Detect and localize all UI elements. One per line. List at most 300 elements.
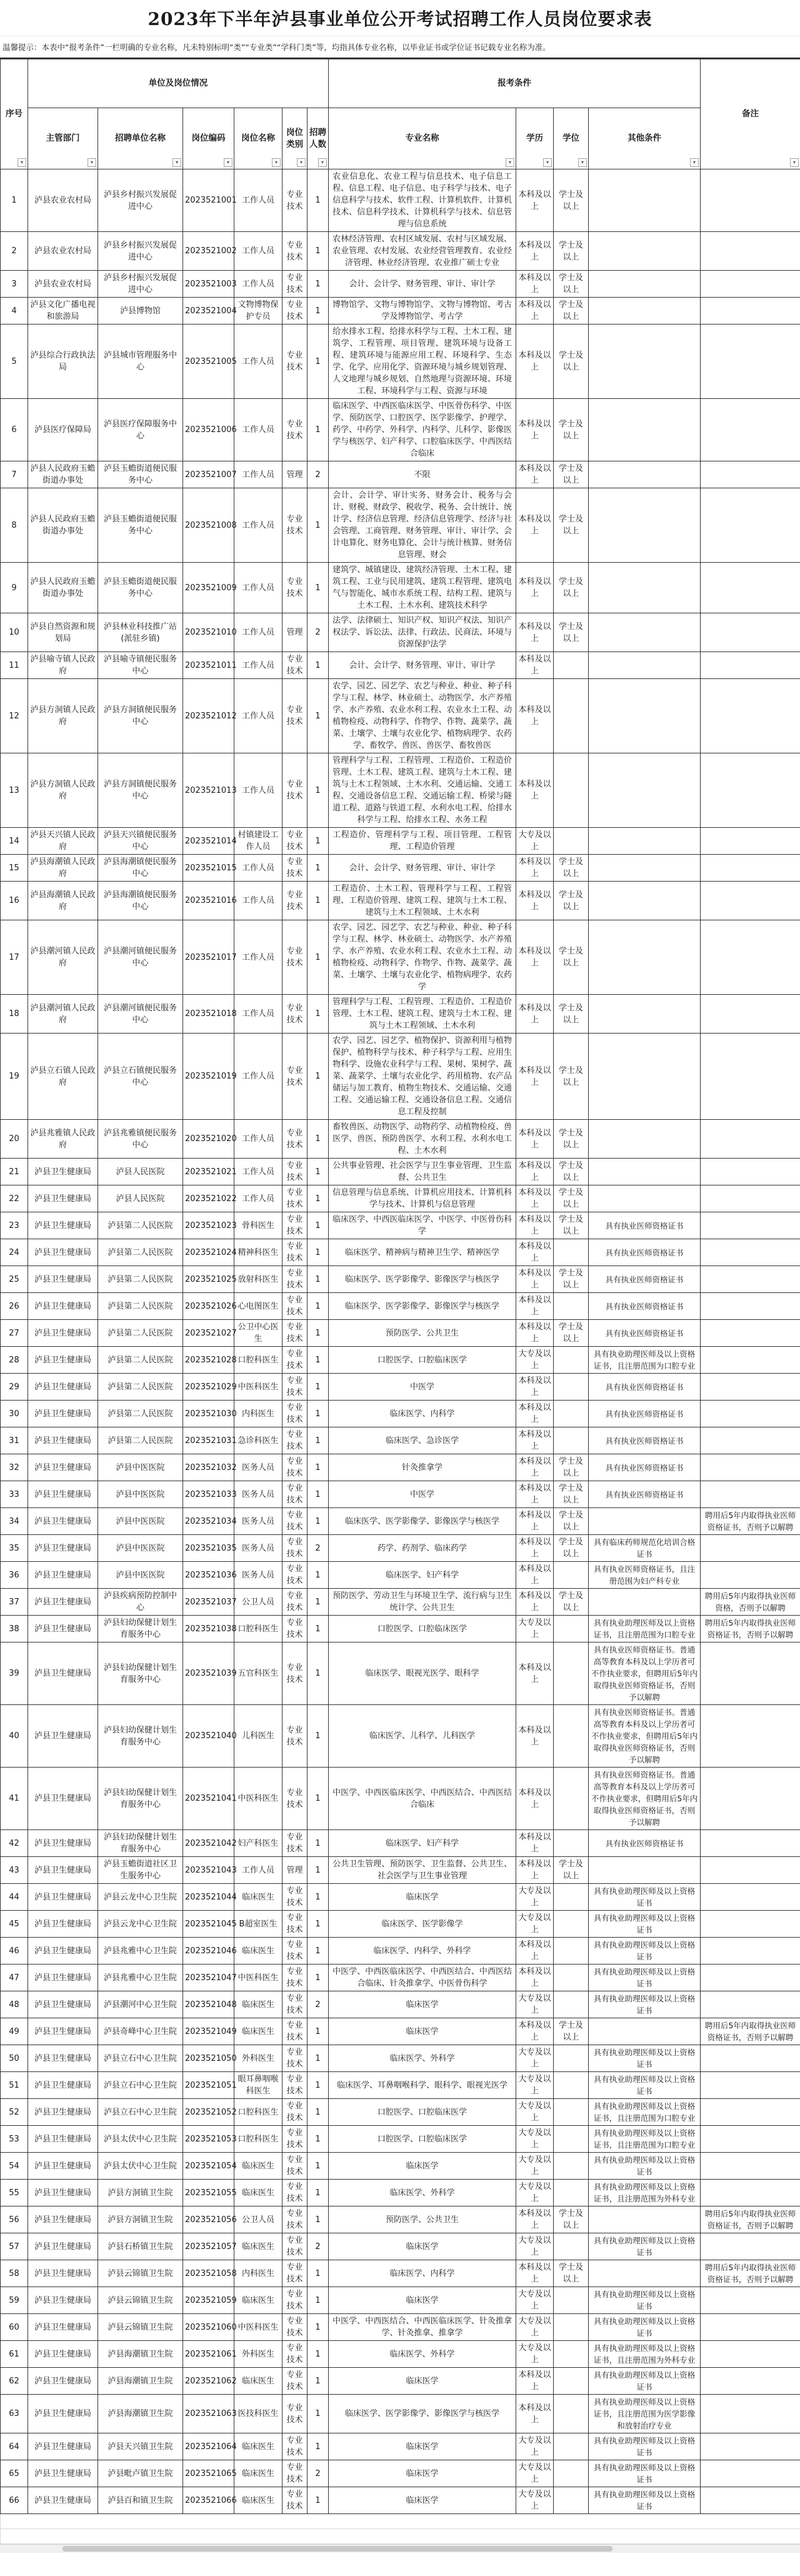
cell-degree[interactable]: 学士及以上 — [554, 488, 589, 563]
cell-unit[interactable]: 泸县天兴镇便民服务中心 — [98, 828, 183, 855]
empty-cell[interactable] — [1, 2514, 800, 2529]
cell-degree[interactable] — [554, 1616, 589, 1643]
cell-seq[interactable]: 25 — [1, 1266, 28, 1293]
cell-seq[interactable]: 22 — [1, 1185, 28, 1212]
cell-remark[interactable]: 聘用后5年内取得执业医师资格证书，否则予以解聘 — [701, 1508, 800, 1535]
cell-unit[interactable]: 泸县方洞镇卫生院 — [98, 2206, 183, 2233]
cell-majors[interactable]: 临床医学 — [329, 2487, 516, 2514]
cell-count[interactable]: 1 — [308, 169, 329, 232]
cell-count[interactable]: 1 — [308, 1884, 329, 1911]
cell-majors[interactable]: 信息管理与信息系统、计算机应用技术、计算机科学与技术、计算机与信息管理 — [329, 1185, 516, 1212]
cell-edu[interactable]: 本科及以上 — [516, 1120, 554, 1159]
cell-edu[interactable]: 本科及以上 — [516, 882, 554, 920]
cell-post[interactable]: 精神科医生 — [234, 1239, 282, 1266]
cell-edu[interactable]: 大专及以上 — [516, 1884, 554, 1911]
cell-count[interactable]: 2 — [308, 2460, 329, 2487]
cell-code[interactable]: 2023521036 — [183, 1562, 234, 1589]
cell-other[interactable] — [589, 995, 701, 1034]
cell-type[interactable]: 专业技术 — [282, 855, 308, 882]
cell-code[interactable]: 2023521012 — [183, 679, 234, 753]
cell-edu[interactable]: 本科及以上 — [516, 1965, 554, 1991]
cell-unit[interactable]: 泸县人民医院 — [98, 1159, 183, 1185]
cell-seq[interactable]: 21 — [1, 1159, 28, 1185]
cell-type[interactable]: 专业技术 — [282, 2153, 308, 2180]
cell-post[interactable]: 儿科医生 — [234, 1705, 282, 1768]
cell-degree[interactable]: 学士及以上 — [554, 2260, 589, 2287]
cell-code[interactable]: 2023521016 — [183, 882, 234, 920]
cell-count[interactable]: 2 — [308, 613, 329, 652]
cell-remark[interactable] — [701, 2072, 800, 2099]
cell-count[interactable]: 1 — [308, 2126, 329, 2153]
cell-remark[interactable] — [701, 2287, 800, 2314]
cell-code[interactable]: 2023521057 — [183, 2233, 234, 2260]
cell-majors[interactable]: 临床医学、耳鼻咽喉科学、眼科学、眼视光医学 — [329, 2072, 516, 2099]
cell-unit[interactable]: 泸县太伏中心卫生院 — [98, 2126, 183, 2153]
cell-unit[interactable]: 泸县潮河镇便民服务中心 — [98, 920, 183, 995]
cell-unit[interactable]: 泸县天兴镇卫生院 — [98, 2433, 183, 2460]
cell-edu[interactable]: 本科及以上 — [516, 1705, 554, 1768]
cell-remark[interactable] — [701, 2314, 800, 2341]
cell-type[interactable]: 专业技术 — [282, 2018, 308, 2045]
cell-remark[interactable] — [701, 298, 800, 325]
cell-unit[interactable]: 泸县奇峰中心卫生院 — [98, 2018, 183, 2045]
cell-seq[interactable]: 4 — [1, 298, 28, 325]
cell-post[interactable]: 工作人员 — [234, 1185, 282, 1212]
cell-unit[interactable]: 泸县玉蟾街道便民服务中心 — [98, 488, 183, 563]
cell-post[interactable]: 临床医生 — [234, 2153, 282, 2180]
cell-code[interactable]: 2023521050 — [183, 2045, 234, 2072]
cell-remark[interactable] — [701, 1454, 800, 1481]
cell-post[interactable]: 医务人员 — [234, 1454, 282, 1481]
cell-seq[interactable]: 17 — [1, 920, 28, 995]
cell-post[interactable]: 工作人员 — [234, 995, 282, 1034]
cell-dept[interactable]: 泸县卫生健康局 — [28, 1159, 98, 1185]
cell-dept[interactable]: 泸县卫生健康局 — [28, 1535, 98, 1562]
cell-edu[interactable]: 本科及以上 — [516, 1374, 554, 1401]
cell-type[interactable]: 专业技术 — [282, 2287, 308, 2314]
cell-dept[interactable]: 泸县卫生健康局 — [28, 1562, 98, 1589]
cell-remark[interactable]: 聘用后5年内取得执业医师资格证书，否则予以解聘 — [701, 2018, 800, 2045]
cell-edu[interactable]: 本科及以上 — [516, 995, 554, 1034]
cell-seq[interactable]: 38 — [1, 1616, 28, 1643]
cell-code[interactable]: 2023521037 — [183, 1589, 234, 1616]
cell-dept[interactable]: 泸县卫生健康局 — [28, 1857, 98, 1884]
cell-dept[interactable]: 泸县人民政府玉蟾街道办事处 — [28, 563, 98, 613]
cell-code[interactable]: 2023521022 — [183, 1185, 234, 1212]
cell-degree[interactable] — [554, 2287, 589, 2314]
cell-type[interactable]: 专业技术 — [282, 2072, 308, 2099]
cell-code[interactable]: 2023521058 — [183, 2260, 234, 2287]
cell-post[interactable]: 口腔科医生 — [234, 2126, 282, 2153]
cell-unit[interactable]: 泸县立石中心卫生院 — [98, 2099, 183, 2126]
cell-count[interactable]: 1 — [308, 1320, 329, 1347]
cell-code[interactable]: 2023521054 — [183, 2153, 234, 2180]
cell-seq[interactable]: 45 — [1, 1911, 28, 1938]
cell-remark[interactable] — [701, 2233, 800, 2260]
cell-majors[interactable]: 针灸推拿学 — [329, 1454, 516, 1481]
cell-dept[interactable]: 泸县卫生健康局 — [28, 2126, 98, 2153]
cell-degree[interactable]: 学士及以上 — [554, 563, 589, 613]
cell-post[interactable]: 工作人员 — [234, 232, 282, 271]
cell-degree[interactable] — [554, 2045, 589, 2072]
cell-degree[interactable]: 学士及以上 — [554, 855, 589, 882]
cell-post[interactable]: 工作人员 — [234, 1034, 282, 1120]
cell-seq[interactable]: 55 — [1, 2180, 28, 2206]
cell-remark[interactable] — [701, 1991, 800, 2018]
cell-seq[interactable]: 56 — [1, 2206, 28, 2233]
cell-edu[interactable]: 大专及以上 — [516, 2314, 554, 2341]
cell-unit[interactable]: 泸县妇幼保健计划生育服务中心 — [98, 1830, 183, 1857]
cell-seq[interactable]: 61 — [1, 2341, 28, 2368]
cell-edu[interactable]: 大专及以上 — [516, 2287, 554, 2314]
cell-degree[interactable] — [554, 2341, 589, 2368]
cell-remark[interactable] — [701, 399, 800, 461]
cell-majors[interactable]: 会计、会计学、财务管理、审计、审计学 — [329, 855, 516, 882]
cell-seq[interactable]: 19 — [1, 1034, 28, 1120]
cell-seq[interactable]: 63 — [1, 2395, 28, 2433]
cell-majors[interactable]: 临床医学、内科学 — [329, 1401, 516, 1427]
cell-dept[interactable]: 泸县卫生健康局 — [28, 1293, 98, 1320]
cell-type[interactable]: 专业技术 — [282, 2260, 308, 2287]
cell-edu[interactable]: 大专及以上 — [516, 1911, 554, 1938]
cell-other[interactable]: 具有执业医师资格证书 — [589, 1212, 701, 1239]
cell-majors[interactable]: 农林经济管理、农村区域发展、农村与区域发展、农业管理、农村发展、农业经营管理教育、农业经济管理、林业经济管理、农业推广硕士专业 — [329, 232, 516, 271]
cell-type[interactable]: 专业技术 — [282, 1884, 308, 1911]
cell-code[interactable]: 2023521007 — [183, 461, 234, 488]
cell-remark[interactable] — [701, 1911, 800, 1938]
cell-unit[interactable]: 泸县云锦镇卫生院 — [98, 2287, 183, 2314]
cell-other[interactable]: 具有执业医师资格证书 — [589, 1427, 701, 1454]
cell-code[interactable]: 2023521065 — [183, 2460, 234, 2487]
cell-edu[interactable]: 大专及以上 — [516, 2153, 554, 2180]
cell-unit[interactable]: 泸县疾病预防控制中心 — [98, 1589, 183, 1616]
cell-edu[interactable]: 本科及以上 — [516, 1562, 554, 1589]
cell-unit[interactable]: 泸县博物馆 — [98, 298, 183, 325]
cell-majors[interactable]: 工程造价、土木工程、管理科学与工程、工程管理、工程造价管理、建筑工程、建筑与土木工程、建筑与土木工程领域、土木水利 — [329, 882, 516, 920]
cell-code[interactable]: 2023521040 — [183, 1705, 234, 1768]
cell-count[interactable]: 1 — [308, 1643, 329, 1705]
cell-seq[interactable]: 54 — [1, 2153, 28, 2180]
cell-degree[interactable] — [554, 679, 589, 753]
cell-degree[interactable]: 学士及以上 — [554, 1589, 589, 1616]
cell-post[interactable]: 工作人员 — [234, 461, 282, 488]
cell-code[interactable]: 2023521038 — [183, 1616, 234, 1643]
cell-other[interactable]: 具有执业助理医师及以上资格证书，且注册范围为口腔专业 — [589, 2099, 701, 2126]
cell-dept[interactable]: 泸县卫生健康局 — [28, 2180, 98, 2206]
cell-degree[interactable]: 学士及以上 — [554, 1508, 589, 1535]
cell-seq[interactable]: 18 — [1, 995, 28, 1034]
cell-edu[interactable]: 本科及以上 — [516, 1401, 554, 1427]
cell-seq[interactable]: 13 — [1, 753, 28, 828]
cell-type[interactable]: 专业技术 — [282, 2460, 308, 2487]
cell-post[interactable]: 口腔科医生 — [234, 1616, 282, 1643]
cell-edu[interactable]: 本科及以上 — [516, 399, 554, 461]
cell-unit[interactable]: 泸县方洞镇便民服务中心 — [98, 753, 183, 828]
cell-type[interactable]: 专业技术 — [282, 271, 308, 298]
cell-remark[interactable] — [701, 563, 800, 613]
cell-remark[interactable] — [701, 2153, 800, 2180]
cell-unit[interactable]: 泸县第二人民医院 — [98, 1293, 183, 1320]
cell-count[interactable]: 1 — [308, 2072, 329, 2099]
cell-other[interactable] — [589, 169, 701, 232]
cell-count[interactable]: 1 — [308, 855, 329, 882]
cell-code[interactable]: 2023521030 — [183, 1401, 234, 1427]
cell-post[interactable]: 心电图医生 — [234, 1293, 282, 1320]
cell-type[interactable]: 专业技术 — [282, 753, 308, 828]
cell-remark[interactable] — [701, 2180, 800, 2206]
cell-post[interactable]: 内科医生 — [234, 1401, 282, 1427]
cell-majors[interactable]: 预防医学、公共卫生 — [329, 2206, 516, 2233]
cell-count[interactable]: 1 — [308, 1185, 329, 1212]
cell-degree[interactable] — [554, 828, 589, 855]
cell-edu[interactable]: 大专及以上 — [516, 2487, 554, 2514]
cell-type[interactable]: 专业技术 — [282, 1508, 308, 1535]
cell-post[interactable]: 临床医生 — [234, 2233, 282, 2260]
cell-degree[interactable] — [554, 2460, 589, 2487]
cell-degree[interactable] — [554, 1830, 589, 1857]
cell-post[interactable]: 工作人员 — [234, 855, 282, 882]
cell-majors[interactable]: 会计、会计学、财务管理、审计、审计学 — [329, 652, 516, 679]
cell-code[interactable]: 2023521023 — [183, 1212, 234, 1239]
cell-type[interactable]: 专业技术 — [282, 1034, 308, 1120]
cell-code[interactable]: 2023521059 — [183, 2287, 234, 2314]
cell-unit[interactable]: 泸县第二人民医院 — [98, 1347, 183, 1374]
cell-type[interactable]: 管理 — [282, 461, 308, 488]
cell-type[interactable]: 专业技术 — [282, 1911, 308, 1938]
cell-degree[interactable]: 学士及以上 — [554, 613, 589, 652]
cell-type[interactable]: 专业技术 — [282, 1991, 308, 2018]
cell-majors[interactable]: 临床医学、眼视光医学、眼科学 — [329, 1643, 516, 1705]
cell-code[interactable]: 2023521044 — [183, 1884, 234, 1911]
cell-other[interactable] — [589, 652, 701, 679]
cell-dept[interactable]: 泸县卫生健康局 — [28, 1266, 98, 1293]
cell-remark[interactable] — [701, 1643, 800, 1705]
cell-other[interactable]: 具有执业助理医师及以上资格证书 — [589, 1965, 701, 1991]
cell-dept[interactable]: 泸县卫生健康局 — [28, 2233, 98, 2260]
cell-dept[interactable]: 泸县卫生健康局 — [28, 1938, 98, 1965]
cell-code[interactable]: 2023521049 — [183, 2018, 234, 2045]
cell-type[interactable]: 专业技术 — [282, 298, 308, 325]
cell-degree[interactable] — [554, 1562, 589, 1589]
cell-other[interactable] — [589, 1120, 701, 1159]
cell-code[interactable]: 2023521014 — [183, 828, 234, 855]
cell-post[interactable]: 医务人员 — [234, 1508, 282, 1535]
cell-degree[interactable]: 学士及以上 — [554, 1120, 589, 1159]
cell-count[interactable]: 1 — [308, 2487, 329, 2514]
cell-other[interactable] — [589, 1857, 701, 1884]
cell-degree[interactable] — [554, 652, 589, 679]
cell-unit[interactable]: 泸县妇幼保健计划生育服务中心 — [98, 1643, 183, 1705]
cell-remark[interactable] — [701, 1427, 800, 1454]
cell-seq[interactable]: 42 — [1, 1830, 28, 1857]
cell-dept[interactable]: 泸县卫生健康局 — [28, 1374, 98, 1401]
cell-count[interactable]: 1 — [308, 828, 329, 855]
cell-majors[interactable]: 临床医学 — [329, 2287, 516, 2314]
cell-dept[interactable]: 泸县卫生健康局 — [28, 1508, 98, 1535]
cell-majors[interactable]: 口腔医学、口腔临床医学 — [329, 1616, 516, 1643]
cell-seq[interactable]: 1 — [1, 169, 28, 232]
cell-remark[interactable] — [701, 1401, 800, 1427]
cell-post[interactable]: B超室医生 — [234, 1911, 282, 1938]
cell-seq[interactable]: 16 — [1, 882, 28, 920]
cell-dept[interactable]: 泸县潮河镇人民政府 — [28, 995, 98, 1034]
cell-type[interactable]: 专业技术 — [282, 1239, 308, 1266]
cell-edu[interactable]: 本科及以上 — [516, 1212, 554, 1239]
cell-degree[interactable] — [554, 2487, 589, 2514]
cell-count[interactable]: 1 — [308, 232, 329, 271]
cell-count[interactable]: 1 — [308, 563, 329, 613]
cell-edu[interactable]: 本科及以上 — [516, 563, 554, 613]
cell-majors[interactable]: 工程造价、管理科学与工程、项目管理、工程管理、工程造价管理 — [329, 828, 516, 855]
cell-majors[interactable]: 临床医学 — [329, 2153, 516, 2180]
cell-dept[interactable]: 泸县卫生健康局 — [28, 1768, 98, 1830]
cell-other[interactable]: 具有执业助理医师及以上资格证书 — [589, 2153, 701, 2180]
cell-other[interactable]: 具有执业助理医师及以上资格证书 — [589, 2287, 701, 2314]
cell-majors[interactable]: 临床医学 — [329, 2433, 516, 2460]
cell-edu[interactable]: 本科及以上 — [516, 1427, 554, 1454]
cell-type[interactable]: 专业技术 — [282, 1374, 308, 1401]
cell-majors[interactable]: 建筑学、城镇建设、建筑经济管理、土木工程、建筑工程、工业与民用建筑、建筑工程管理、建筑电气与智能化、城市水系统工程、结构工程、建筑与土木工程、土木水利、建筑技术科学 — [329, 563, 516, 613]
cell-post[interactable]: 中医科医生 — [234, 1374, 282, 1401]
cell-post[interactable]: 工作人员 — [234, 1159, 282, 1185]
cell-other[interactable]: 具有执业助理医师及以上资格证书 — [589, 1911, 701, 1938]
cell-majors[interactable]: 不限 — [329, 461, 516, 488]
cell-type[interactable]: 专业技术 — [282, 1535, 308, 1562]
cell-dept[interactable]: 泸县卫生健康局 — [28, 2099, 98, 2126]
cell-dept[interactable]: 泸县卫生健康局 — [28, 2260, 98, 2287]
cell-other[interactable]: 具有执业助理医师及以上资格证书，且注册范围为口腔专业 — [589, 1616, 701, 1643]
cell-majors[interactable]: 临床医学、儿科学、儿科医学 — [329, 1705, 516, 1768]
cell-dept[interactable]: 泸县喻寺镇人民政府 — [28, 652, 98, 679]
cell-dept[interactable]: 泸县农业农村局 — [28, 169, 98, 232]
cell-majors[interactable]: 临床医学、内科学 — [329, 2260, 516, 2287]
cell-dept[interactable]: 泸县人民政府玉蟾街道办事处 — [28, 461, 98, 488]
cell-seq[interactable]: 23 — [1, 1212, 28, 1239]
cell-seq[interactable]: 7 — [1, 461, 28, 488]
cell-majors[interactable]: 临床医学、妇产科学 — [329, 1830, 516, 1857]
cell-other[interactable]: 具有执业助理医师及以上资格证书 — [589, 1884, 701, 1911]
cell-degree[interactable]: 学士及以上 — [554, 1320, 589, 1347]
cell-degree[interactable] — [554, 1965, 589, 1991]
cell-code[interactable]: 2023521026 — [183, 1293, 234, 1320]
filter-dropdown-icon[interactable]: ▾ — [224, 158, 232, 167]
cell-code[interactable]: 2023521033 — [183, 1481, 234, 1508]
cell-post[interactable]: 工作人员 — [234, 1120, 282, 1159]
cell-remark[interactable] — [701, 1374, 800, 1401]
cell-count[interactable]: 1 — [308, 2287, 329, 2314]
cell-dept[interactable]: 泸县卫生健康局 — [28, 1589, 98, 1616]
cell-edu[interactable]: 大专及以上 — [516, 1616, 554, 1643]
cell-count[interactable]: 1 — [308, 1401, 329, 1427]
cell-remark[interactable] — [701, 325, 800, 399]
cell-seq[interactable]: 60 — [1, 2314, 28, 2341]
cell-count[interactable]: 1 — [308, 2099, 329, 2126]
cell-other[interactable] — [589, 1034, 701, 1120]
cell-type[interactable]: 专业技术 — [282, 2433, 308, 2460]
cell-post[interactable]: 临床医生 — [234, 1884, 282, 1911]
cell-other[interactable]: 具有执业医师资格证书 — [589, 1481, 701, 1508]
cell-majors[interactable]: 管理科学与工程、工程管理、工程造价、工程造价管理、土木工程、建筑工程、建筑与土木工程、建筑与土木工程领域、土木水利、交通运输、交通工程、交通设备信息工程、交通运输工程、桥梁与隧道工程、道路与铁道工程、水利水电工程、给排水科学与工程、给排水工程、水务工程 — [329, 753, 516, 828]
cell-code[interactable]: 2023521015 — [183, 855, 234, 882]
cell-majors[interactable]: 临床医学、内科学、外科学 — [329, 1938, 516, 1965]
cell-edu[interactable]: 大专及以上 — [516, 2099, 554, 2126]
cell-edu[interactable]: 本科及以上 — [516, 325, 554, 399]
cell-code[interactable]: 2023521046 — [183, 1938, 234, 1965]
cell-dept[interactable]: 泸县医疗保障局 — [28, 399, 98, 461]
cell-unit[interactable]: 泸县立石中心卫生院 — [98, 2045, 183, 2072]
cell-post[interactable]: 临床医生 — [234, 2018, 282, 2045]
cell-degree[interactable] — [554, 1427, 589, 1454]
cell-type[interactable]: 专业技术 — [282, 920, 308, 995]
cell-degree[interactable] — [554, 1884, 589, 1911]
cell-code[interactable]: 2023521051 — [183, 2072, 234, 2099]
cell-majors[interactable]: 临床医学、外科学 — [329, 2180, 516, 2206]
cell-seq[interactable]: 47 — [1, 1965, 28, 1991]
cell-majors[interactable]: 博物馆学、文物与博物馆学、文物与博物馆、考古学及博物馆学、考古学 — [329, 298, 516, 325]
cell-dept[interactable]: 泸县卫生健康局 — [28, 2341, 98, 2368]
cell-code[interactable]: 2023521027 — [183, 1320, 234, 1347]
cell-count[interactable]: 1 — [308, 325, 329, 399]
cell-other[interactable] — [589, 271, 701, 298]
cell-unit[interactable]: 泸县云锦镇卫生院 — [98, 2314, 183, 2341]
cell-count[interactable]: 1 — [308, 1159, 329, 1185]
cell-unit[interactable]: 泸县兆雅镇便民服务中心 — [98, 1120, 183, 1159]
cell-type[interactable]: 管理 — [282, 613, 308, 652]
cell-type[interactable]: 专业技术 — [282, 488, 308, 563]
cell-post[interactable]: 临床医生 — [234, 2487, 282, 2514]
cell-other[interactable] — [589, 488, 701, 563]
cell-post[interactable]: 妇产科医生 — [234, 1830, 282, 1857]
cell-unit[interactable]: 泸县云龙中心卫生院 — [98, 1911, 183, 1938]
cell-majors[interactable]: 畜牧兽医、动物医学、动物药学、动植物检疫、兽医学、兽医、预防兽医学、水利工程、水利水电工程、土木水利 — [329, 1120, 516, 1159]
cell-seq[interactable]: 31 — [1, 1427, 28, 1454]
cell-seq[interactable]: 34 — [1, 1508, 28, 1535]
cell-dept[interactable]: 泸县天兴镇人民政府 — [28, 828, 98, 855]
filter-dropdown-icon[interactable]: ▾ — [790, 158, 799, 167]
cell-code[interactable]: 2023521005 — [183, 325, 234, 399]
cell-degree[interactable] — [554, 2180, 589, 2206]
cell-edu[interactable]: 本科及以上 — [516, 1454, 554, 1481]
cell-majors[interactable]: 中医学、中西医结合、中西医临床医学、针灸推拿学、针灸推拿、推拿学 — [329, 2314, 516, 2341]
cell-remark[interactable] — [701, 1830, 800, 1857]
filter-dropdown-icon[interactable]: ▾ — [272, 158, 281, 167]
cell-unit[interactable]: 泸县第二人民医院 — [98, 1374, 183, 1401]
cell-other[interactable] — [589, 325, 701, 399]
cell-edu[interactable]: 大专及以上 — [516, 2341, 554, 2368]
cell-majors[interactable]: 口腔医学、口腔临床医学 — [329, 2099, 516, 2126]
cell-majors[interactable]: 临床医学、急诊医学 — [329, 1427, 516, 1454]
cell-dept[interactable]: 泸县农业农村局 — [28, 232, 98, 271]
cell-seq[interactable]: 43 — [1, 1857, 28, 1884]
cell-unit[interactable]: 泸县乡村振兴发展促进中心 — [98, 232, 183, 271]
cell-post[interactable]: 口腔科医生 — [234, 2099, 282, 2126]
cell-post[interactable]: 工作人员 — [234, 271, 282, 298]
cell-other[interactable]: 具有执业助理医师及以上资格证书，且注册范围为口腔专业 — [589, 1347, 701, 1374]
cell-type[interactable]: 专业技术 — [282, 1616, 308, 1643]
cell-remark[interactable] — [701, 1266, 800, 1293]
cell-post[interactable]: 中医科医生 — [234, 2314, 282, 2341]
cell-remark[interactable] — [701, 1535, 800, 1562]
cell-majors[interactable]: 临床医学、外科学 — [329, 2045, 516, 2072]
cell-dept[interactable]: 泸县卫生健康局 — [28, 2460, 98, 2487]
cell-dept[interactable]: 泸县卫生健康局 — [28, 1427, 98, 1454]
cell-code[interactable]: 2023521041 — [183, 1768, 234, 1830]
cell-degree[interactable] — [554, 1705, 589, 1768]
cell-count[interactable]: 1 — [308, 2395, 329, 2433]
cell-type[interactable]: 专业技术 — [282, 1401, 308, 1427]
cell-majors[interactable]: 中医学 — [329, 1374, 516, 1401]
cell-count[interactable]: 2 — [308, 1535, 329, 1562]
